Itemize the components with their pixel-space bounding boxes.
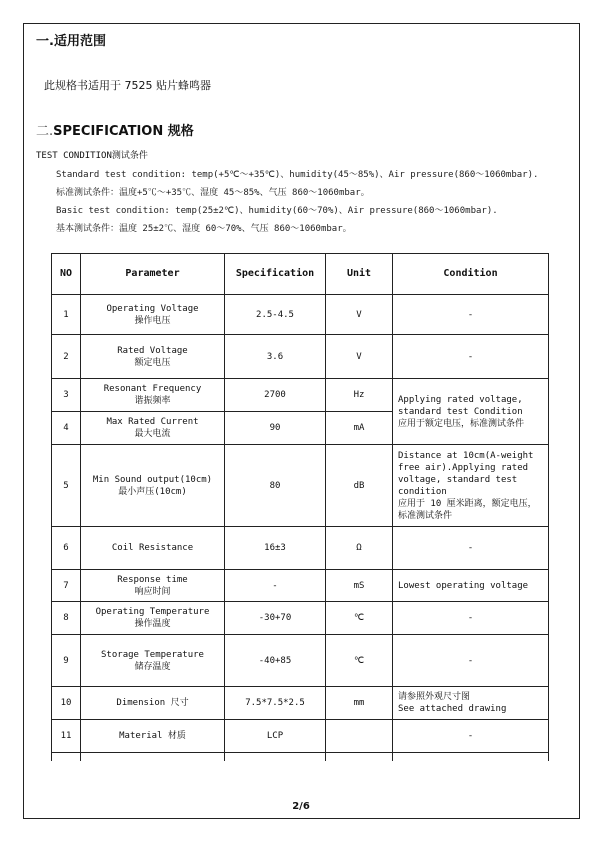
param-cn: 最小声压(10cm) — [118, 486, 187, 497]
param-en: Max Rated Current — [106, 417, 199, 427]
param-en: Rated Voltage — [117, 345, 188, 356]
table-row — [52, 687, 549, 720]
table-row — [52, 335, 549, 379]
table-row — [52, 527, 549, 570]
cell-condition: - — [393, 295, 549, 335]
test-condition-label: TEST CONDITION测试条件 — [36, 151, 148, 161]
table-row — [52, 635, 549, 687]
cell-parameter: Dimension 尺寸 — [81, 687, 225, 720]
cell-condition-dimension — [393, 687, 549, 720]
cell-no: 2 — [52, 335, 81, 379]
cell-condition: Lowest operating voltage — [393, 570, 549, 602]
cell-parameter: Material 材质 — [81, 720, 225, 753]
cell-spec: 90 — [225, 412, 326, 445]
cond-line: standard test Condition — [398, 406, 523, 417]
param-en: Storage Temperature — [101, 649, 204, 660]
table-row — [52, 570, 549, 602]
header-unit: Unit — [326, 254, 393, 295]
header-no: NO — [52, 254, 81, 295]
cell-spec: 2700 — [225, 379, 326, 412]
cond-en: Distance at 10cm(A-weight free air).Applying rated voltage, standard test condition — [398, 450, 534, 497]
table-row-partial — [52, 753, 549, 761]
specification-table — [51, 253, 549, 761]
param-en: Min Sound output(10cm) — [92, 474, 213, 485]
cell-no: 10 — [52, 687, 81, 720]
header-specification: Specification — [225, 254, 326, 295]
param-en: Operating Temperature — [95, 607, 210, 617]
cell-parameter — [81, 379, 225, 412]
param-cn: 额定电压 — [134, 357, 171, 368]
cell-no: 4 — [52, 412, 81, 445]
cell-parameter: Coil Resistance — [81, 527, 225, 570]
param-cn: 操作温度 — [134, 619, 171, 629]
cell-condition: - — [393, 720, 549, 753]
cell-no: 1 — [52, 295, 81, 335]
section2-heading — [36, 120, 194, 139]
cell-parameter — [81, 335, 225, 379]
page-number: 2/6 — [292, 801, 310, 812]
cell-unit: V — [326, 335, 393, 379]
table-row — [52, 445, 549, 527]
param-cn: 操作电压 — [134, 315, 171, 326]
cell-no: 3 — [52, 379, 81, 412]
cell-unit: ℃ — [326, 635, 393, 687]
standard-test-condition-en: Standard test condition: temp(+5℃～+35℃)、humidity(45～85%)、Air pressure(860～1060mbar). — [56, 170, 539, 180]
cell-condition-rated-voltage — [393, 379, 549, 445]
cell-parameter — [81, 570, 225, 602]
cell-parameter — [81, 635, 225, 687]
cell-spec: 3.6 — [225, 335, 326, 379]
cell-no: 6 — [52, 527, 81, 570]
cell-unit: mm — [326, 687, 393, 720]
cell-no: 7 — [52, 570, 81, 602]
cell-unit: V — [326, 295, 393, 335]
cell-unit — [326, 720, 393, 753]
cell-spec: 7.5*7.5*2.5 — [225, 687, 326, 720]
cell-no: 11 — [52, 720, 81, 753]
cell-empty — [326, 753, 393, 761]
cell-empty — [393, 753, 549, 761]
param-cn: 谐振频率 — [134, 396, 171, 406]
param-en: Operating Voltage — [106, 303, 199, 314]
header-parameter: Parameter — [81, 254, 225, 295]
cell-unit: ℃ — [326, 602, 393, 635]
cell-no: 8 — [52, 602, 81, 635]
section1-text: 此规格书适用于 7525 贴片蜂鸣器 — [44, 79, 211, 92]
cell-parameter — [81, 445, 225, 527]
cell-empty — [225, 753, 326, 761]
table-row — [52, 295, 549, 335]
cell-spec: - — [225, 570, 326, 602]
cell-spec: -30+70 — [225, 602, 326, 635]
table-header-row — [52, 254, 549, 295]
header-condition: Condition — [393, 254, 549, 295]
basic-test-condition-en: Basic test condition: temp(25±2℃)、humidity(60～70%)、Air pressure(860～1060mbar). — [56, 206, 498, 216]
cell-spec: 2.5-4.5 — [225, 295, 326, 335]
cell-condition: - — [393, 527, 549, 570]
cell-unit: Hz — [326, 379, 393, 412]
section2-heading-text: SPECIFICATION 规格 — [53, 124, 194, 139]
param-cn: 储存温度 — [134, 661, 171, 672]
cell-condition-sound — [393, 445, 549, 527]
cell-unit: Ω — [326, 527, 393, 570]
cell-condition: - — [393, 635, 549, 687]
cell-parameter — [81, 412, 225, 445]
cell-unit: mS — [326, 570, 393, 602]
section2-heading-num: 二. — [36, 124, 54, 139]
cell-condition: - — [393, 335, 549, 379]
cell-spec: 80 — [225, 445, 326, 527]
cell-spec: -40+85 — [225, 635, 326, 687]
table-row — [52, 720, 549, 753]
cell-parameter — [81, 602, 225, 635]
cond-line: 应用于额定电压，标准测试条件 — [398, 418, 525, 429]
cond-cn: 应用于 10 厘米距离，额定电压，标准测试条件 — [398, 498, 537, 521]
param-cn: 响应时间 — [134, 586, 171, 597]
standard-test-condition-cn: 标准测试条件：温度+5℃～+35℃、湿度 45～85%、气压 860～1060mbar。 — [56, 188, 370, 198]
cell-spec: LCP — [225, 720, 326, 753]
cell-condition: - — [393, 602, 549, 635]
param-en: Resonant Frequency — [103, 384, 202, 394]
basic-test-condition-cn: 基本测试条件：温度 25±2℃、湿度 60～70%、气压 860～1060mbar。 — [56, 224, 352, 234]
param-en: Response time — [117, 574, 188, 585]
table-row — [52, 379, 549, 412]
cell-empty — [52, 753, 81, 761]
cell-unit: mA — [326, 412, 393, 445]
cell-parameter — [81, 295, 225, 335]
section1-heading: 一.适用范围 — [36, 34, 106, 49]
cond-line: See attached drawing — [398, 704, 507, 714]
cell-no: 9 — [52, 635, 81, 687]
table-row — [52, 602, 549, 635]
cell-empty — [81, 753, 225, 761]
cond-line: 请参照外观尺寸图 — [398, 692, 471, 702]
param-cn: 最大电流 — [134, 429, 171, 439]
cond-line: Applying rated voltage, — [398, 394, 523, 405]
cell-unit: dB — [326, 445, 393, 527]
cell-spec: 16±3 — [225, 527, 326, 570]
cell-no: 5 — [52, 445, 81, 527]
